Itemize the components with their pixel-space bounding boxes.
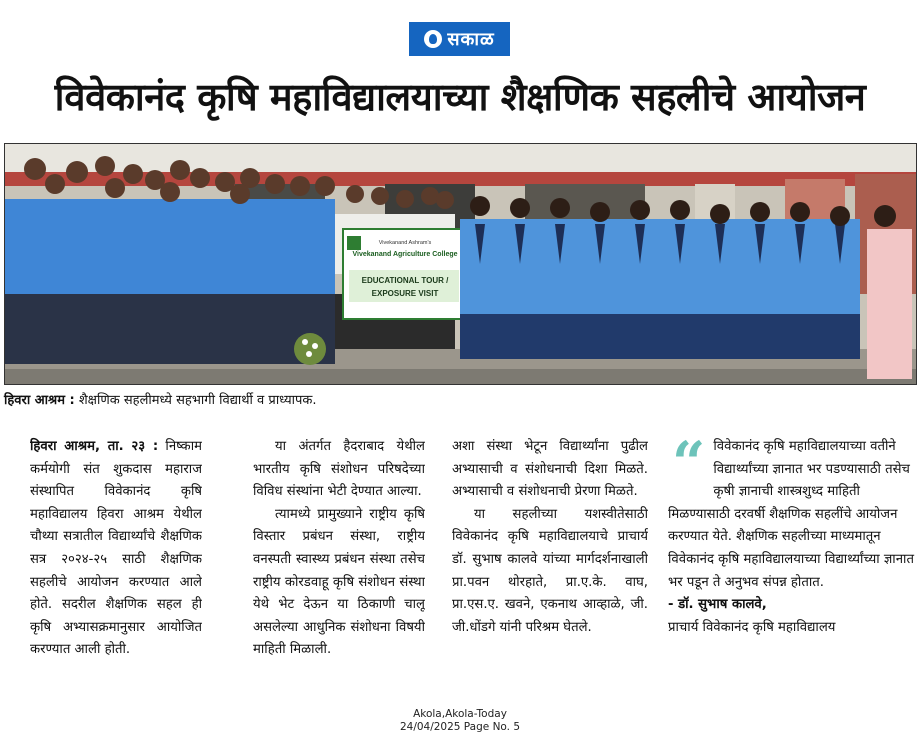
article-column-3 <box>452 436 648 696</box>
headline: विवेकानंद कृषि महाविद्यालयाच्या शैक्षणिक सहलीचे आयोजन <box>54 75 866 119</box>
quote-text: विवेकानंद कृषि महाविद्यालयाच्या वतीने विद्यार्थ्यांच्या ज्ञानात भर पडण्यासाठी तसेच कृषी ज्ञानाची शास्त्रशुध्द माहिती मिळण्यासाठी दरवर्षी शैक्षणिक सहलींचे आयोजन करण्यात येते. शैक्षणिक सहलीच्या माध्यमातून विवेकानंद कृषि महाविद्यालयाच्या विद्यार्थ्यांच्या ज्ञानात भर पडून ते अनुभव संपन्न होतात. <box>668 439 914 590</box>
col2-paragraph-2: त्यामध्ये प्रामुख्याने राष्ट्रीय कृषि विस्तार प्रबंधन संस्था, राष्ट्रीय वनस्पती स्वास्थ्य प्रबंधन संस्था तसेच राष्ट्रीय कोरडवाहू कृषि संशोधन संस्था येथे भेट देऊन या ठिकाणी चालू असलेल्या आधुनिक संशोधना विषयी माहिती मिळाली. <box>253 506 425 658</box>
caption-text: शैक्षणिक सहलीमध्ये सहभागी विद्यार्थी व प्राध्यापक. <box>74 393 317 408</box>
quote-box <box>668 436 916 696</box>
caption-lead: हिवरा आश्रम : <box>4 393 75 408</box>
photo-caption <box>4 391 704 411</box>
masthead-logo <box>409 22 510 56</box>
footer-edition: Akola,Akola-Today <box>413 708 507 720</box>
col1-text: निष्काम कर्मयोगी संत शुकदास महाराज संस्थापित विवेकानंद कृषि महाविद्यालय हिवरा आश्रम येथील चौथ्या सत्रातील विद्यार्थ्यांचे शैक्षणिक सत्र २०२४-२५ साठी शैक्षणिक सहलीचे आयोजन करण्यात आले होते. सदरील शैक्षणिक सहल ही कृषि अभ्यासक्रमानुसार आयोजित करण्यात आली होती. <box>30 439 202 658</box>
sakal-flame-icon <box>424 30 442 48</box>
quote-author-role: प्राचार्य विवेकानंद कृषि महाविद्यालय <box>668 619 836 635</box>
banner-line3: EDUCATIONAL TOUR / <box>361 276 449 285</box>
banner-line4: EXPOSURE VISIT <box>371 289 439 298</box>
masthead-name: सकाळ <box>447 29 495 50</box>
col3-paragraph-2: या सहलीच्या यशस्वीतेसाठी विवेकानंद कृषि महाविद्यालयाचे प्राचार्य डॉ. सुभाष कालवे यांच्या मार्गदर्शनाखाली प्रा.पवन थोरहाते, प्रा.ए.के. वाघ, प्रा.एस.ए. खवने, एकनाथ आव्हाळे, जी. जी.धोंडगे यांनी परिश्रम घेतले. <box>452 506 648 635</box>
banner-line1: Vivekanand Ashram's <box>378 240 432 246</box>
footer-date-page: 24/04/2025 Page No. 5 <box>399 721 521 733</box>
quote-author: - डॉ. सुभाष कालवे, <box>668 597 767 613</box>
col3-paragraph-1: अशा संस्था भेटून विद्यार्थ्यांना पुढील अभ्यासाची व संशोधनाची दिशा मिळते. अभ्यासाची व संशोधनाची प्रेरणा मिळते. <box>452 439 648 500</box>
page-footer <box>0 708 920 734</box>
dateline: हिवरा आश्रम, ता. २३ : <box>30 439 159 454</box>
banner-line2: Vivekanand Agriculture College <box>352 251 458 258</box>
article-column-1 <box>30 436 202 696</box>
quote-mark-icon: “ <box>672 436 706 497</box>
col2-paragraph-1: या अंतर्गत हैदराबाद येथील भारतीय कृषि संशोधन परिषदेच्या विविध संस्थांना भेटी देण्यात आल्या. <box>253 439 425 500</box>
group-photo <box>4 143 917 385</box>
article-column-2 <box>253 436 425 696</box>
